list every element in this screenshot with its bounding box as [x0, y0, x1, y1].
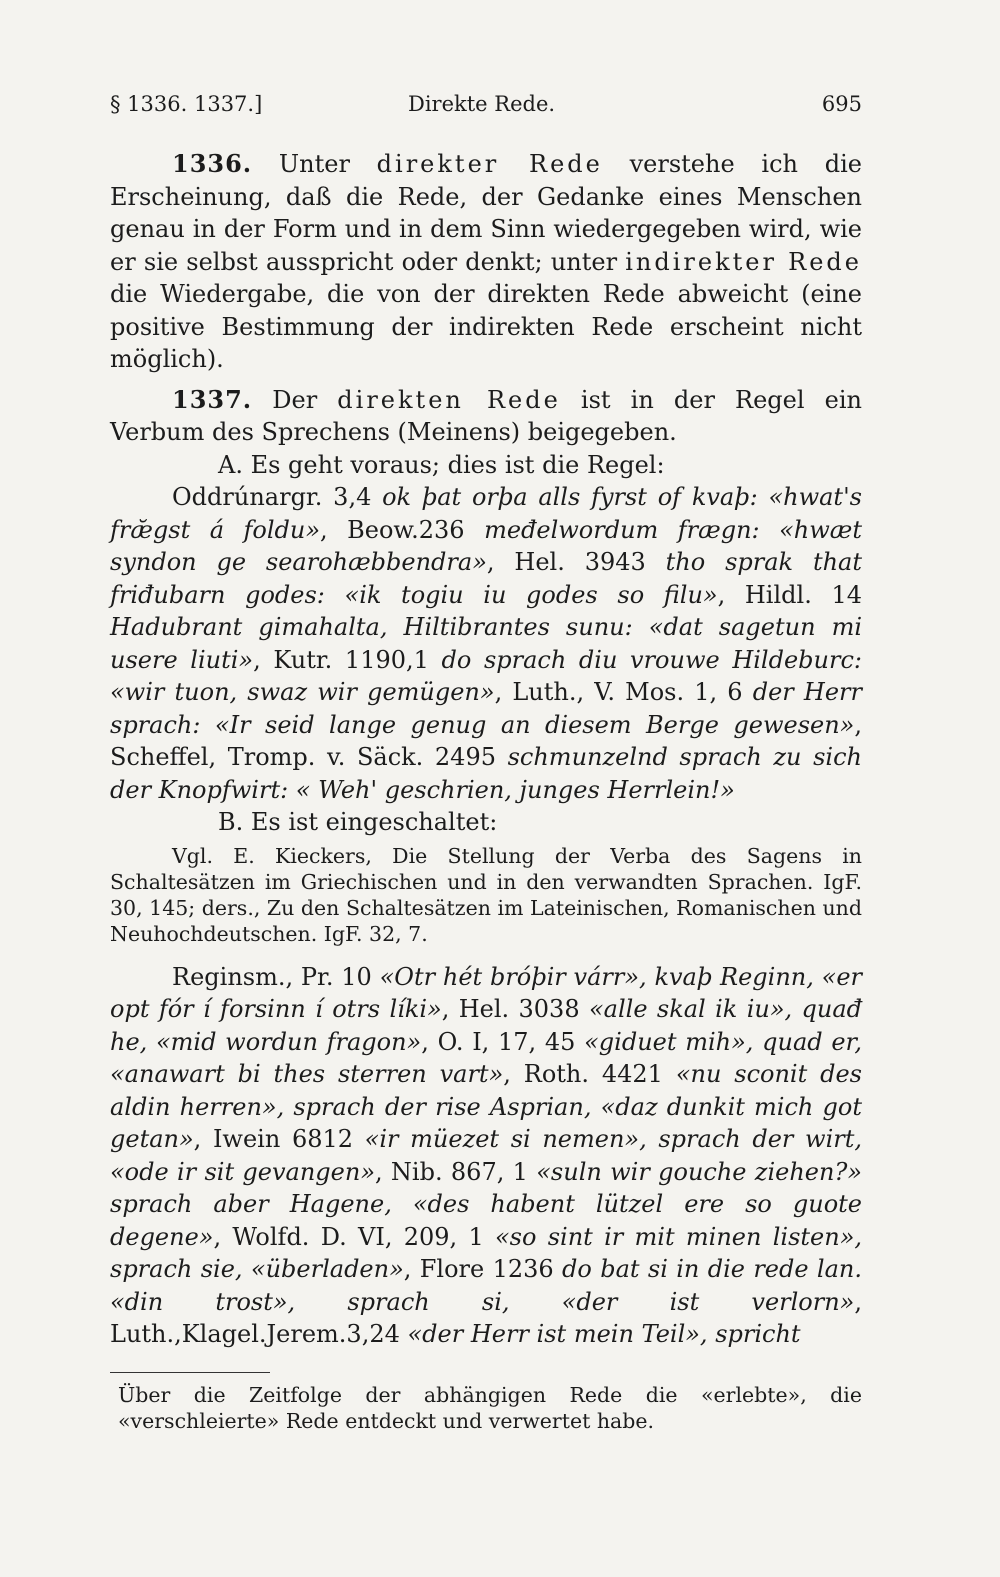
part-a-examples — [110, 481, 862, 806]
spaced-term: indirekter Rede — [625, 247, 862, 276]
section-1337 — [110, 384, 862, 449]
section-number: 1336. — [172, 149, 253, 178]
part-b-heading: B. Es ist eingeschaltet: — [218, 808, 498, 836]
citation: , Nib. 867, 1 — [375, 1157, 537, 1186]
section-number: 1337. — [172, 384, 253, 414]
quoted-example: «nu sconit des aldin herren», sprach der rise Asprian, «daz dunkit mich got getan» — [110, 1060, 862, 1153]
quoted-example: «ir müezet si nemen», sprach der wirt, «ode ir sit gevangen» — [110, 1125, 863, 1186]
footnote: Über die Zeitfolge der abhängigen Rede die «erlebte», die «verschleierte» Rede entdeckt und verwertet habe. — [118, 1383, 862, 1433]
spaced-term: direkter Rede — [376, 150, 603, 178]
citation: Oddrúnargr. 3,4 — [172, 483, 383, 511]
quoted-example: schmunzelnd sprach zu sich der Knopfwirt: « Weh' geschrien, junges Herrlein!» — [110, 743, 862, 804]
header-title: Direkte Rede. — [408, 92, 556, 116]
quoted-example: tho sprak that friđubarn godes: «ik togiu iu godes so filu» — [110, 548, 863, 609]
quoted-example: «giduet mih», quad er, «anawart bi thes sterren vart» — [110, 1027, 862, 1088]
quoted-example: «suln wir gouche ziehen?» sprach aber Hagene, «des habent lützel ere so guote degene» — [110, 1157, 862, 1251]
citation: , Flore 1236 — [403, 1255, 563, 1283]
quoted-example: do bat si in die rede lan. «din trost», sprach si, «der ist verlorn» — [110, 1255, 863, 1316]
citation: , Scheffel, Tromp. v. Säck. 2495 — [110, 710, 862, 771]
citation: , Hildl. 14 — [717, 580, 863, 609]
part-a-heading: A. Es geht voraus; dies ist die Regel: — [218, 450, 665, 479]
citation: , Luth., V. Mos. 1, 6 — [494, 678, 753, 706]
text: die Wiedergabe, die von der direkten Rede abweicht (eine positive Bestimmung der indirekten Rede erscheint nicht möglich). — [110, 280, 862, 373]
quoted-example: međelwordum frægn: «hwæt syndon ge searohæbbendra» — [110, 515, 862, 576]
citation: , Kutr. 1190,1 — [253, 645, 442, 674]
citation: , Hel. 3943 — [486, 548, 666, 576]
quoted-example: «der Herr ist mein Teil», spricht — [407, 1320, 801, 1348]
quoted-example: der Herr sprach: «Ir seid lange genug an diesem Berge gewesen» — [110, 678, 862, 739]
citation: , Wolfd. D. VI, 209, 1 — [213, 1222, 495, 1251]
header-section-range: § 1336. 1337.] — [110, 92, 263, 116]
quoted-example: Hadubrant gimahalta, Hiltibrantes sunu: «dat sagetun mi usere liuti» — [110, 613, 862, 674]
quoted-example: «so sint ir mit minen listen», sprach sie, «überladen» — [110, 1222, 863, 1283]
text: Der — [272, 385, 318, 414]
citation: , Hel. 3038 — [441, 995, 589, 1023]
section-1336 — [110, 148, 862, 376]
quoted-example: ok þat orþa alls fyrst of kvaþ: «hwat's fræ̆gst á foldu» — [110, 483, 862, 544]
main-text — [110, 148, 862, 1351]
spaced-term: direkten Rede — [337, 385, 561, 414]
text: verstehe ich die Erscheinung, daß die Rede, der Gedanke eines Menschen genau in der Form und in dem Sinn wiedergegeben wird, wie er sie selbst ausspricht oder denkt; unter — [110, 150, 862, 276]
quoted-example: «Otr hét bróþir várr», kvaþ Reginn, «er opt fór í forsinn í otrs líki» — [110, 962, 863, 1023]
citation: , Beow.236 — [320, 515, 485, 544]
quoted-example: do sprach diu vrouwe Hildeburc: «wir tuon, swaz wir gemügen» — [110, 645, 862, 706]
citation: , Iwein 6812 — [193, 1125, 365, 1153]
page-number: 695 — [821, 92, 862, 116]
part-b-examples — [110, 961, 862, 1351]
text: ist in der Regel ein Verbum des Sprechens (Meinens) beigegeben. — [110, 385, 862, 446]
quoted-example: «alle skal ik iu», quađ he, «mid wordun fragon» — [110, 995, 863, 1056]
running-header — [110, 92, 862, 122]
citation: , Luth.,Klagel.Jerem.3,24 — [110, 1287, 862, 1348]
bibliographic-note: Vgl. E. Kieckers, Die Stellung der Verba des Sagens in Schaltesätzen im Griechischen und in den verwandten Sprachen. IgF. 30, 145; ders., Zu den Schaltesätzen im Lateinischen, Romanischen und Neuhochdeutschen. IgF. 32, 7. — [110, 843, 862, 946]
citation: , Roth. 4421 — [503, 1060, 676, 1088]
citation: Reginsm., Pr. 10 — [172, 962, 380, 991]
citation: , O. I, 17, 45 — [421, 1027, 585, 1056]
footnote-rule — [110, 1372, 270, 1373]
text: Unter — [278, 150, 350, 178]
